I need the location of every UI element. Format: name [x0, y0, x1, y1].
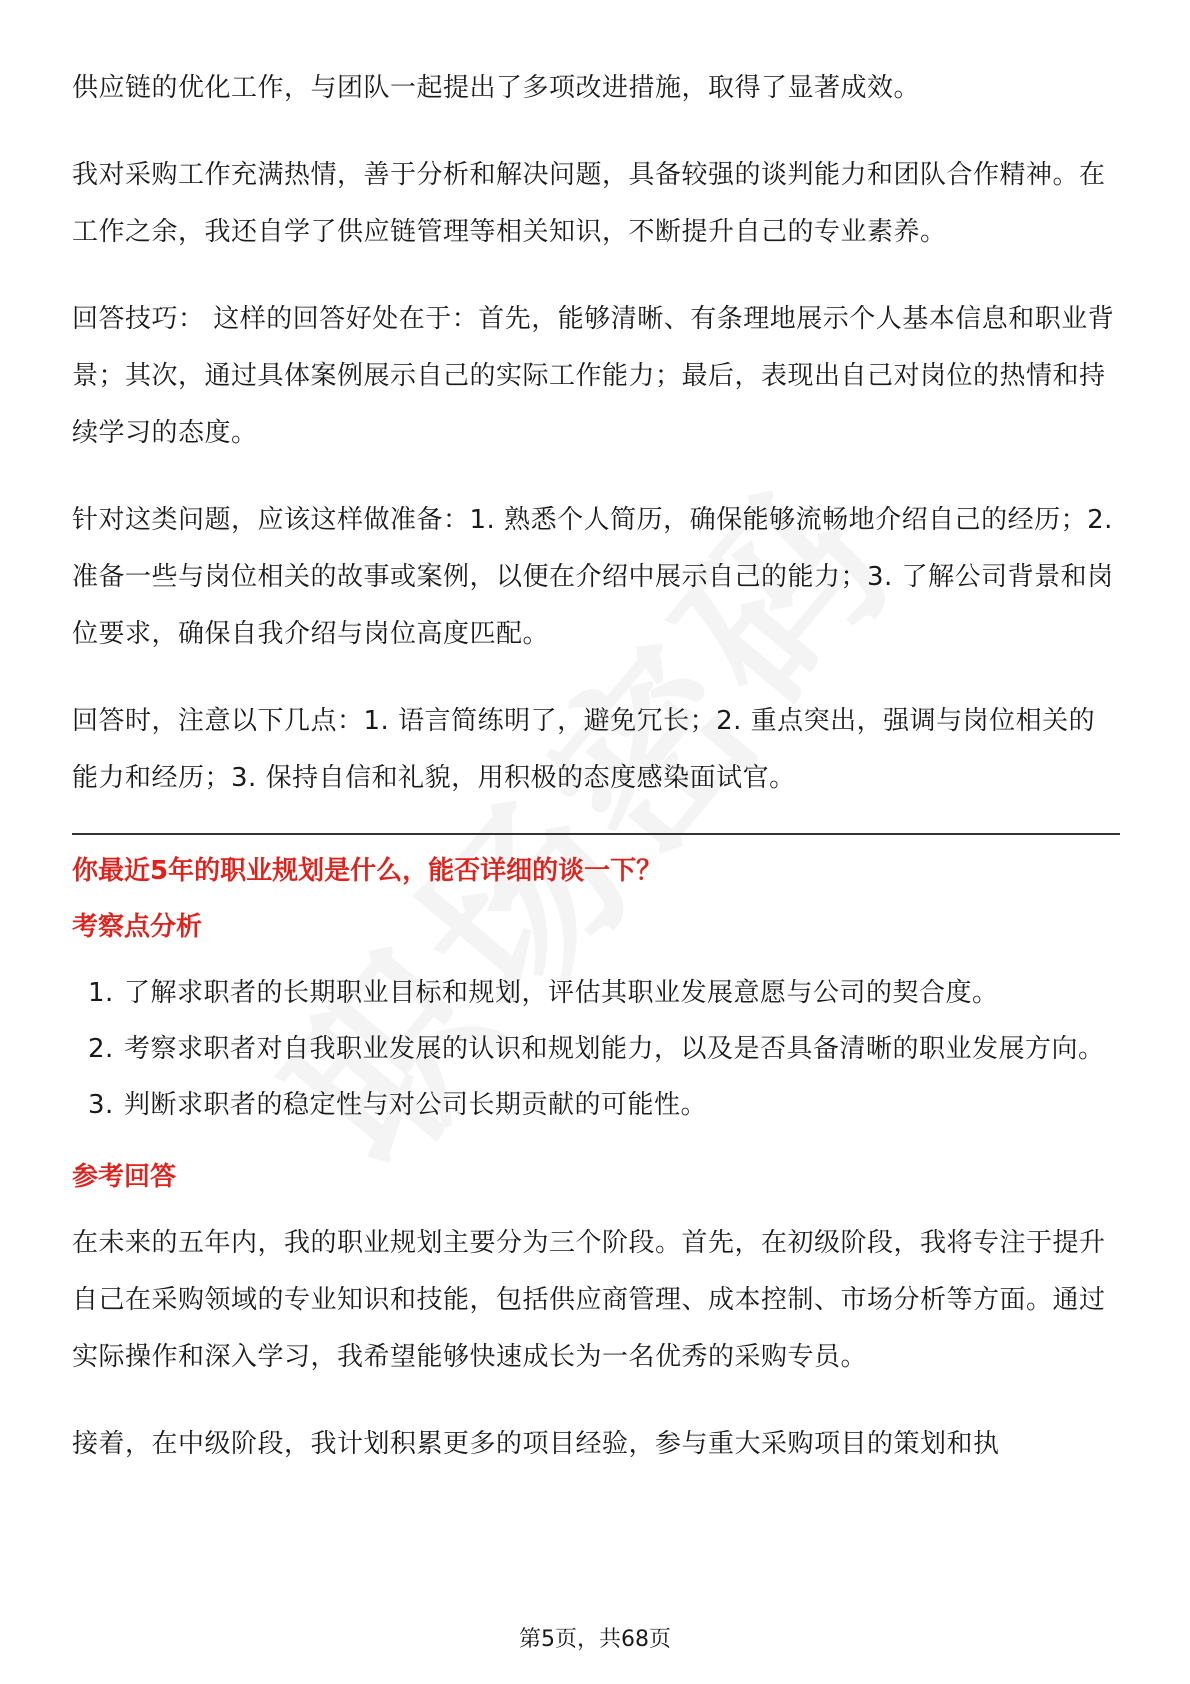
list-item	[72, 1021, 1120, 1077]
answer-paragraph: 接着，在中级阶段，我计划积累更多的项目经验，参与重大采购项目的策划和执	[72, 1429, 1000, 1459]
list-number: 2.	[88, 1034, 114, 1064]
list-item	[72, 1077, 1120, 1133]
section-divider	[72, 833, 1120, 835]
analysis-heading: 考察点分析	[72, 912, 203, 942]
list-number: 3.	[88, 1090, 114, 1120]
analysis-list	[72, 965, 1120, 1133]
answer-heading: 参考回答	[72, 1162, 177, 1192]
list-item-text: 了解求职者的长期职业目标和规划，评估其职业发展意愿与公司的契合度。	[124, 978, 999, 1008]
preparation-paragraph: 针对这类问题，应该这样做准备：1. 熟悉个人简历，确保能够流畅地介绍自己的经历；2. 准备一些与岗位相关的故事或案例，以便在介绍中展示自己的能力；3. 了解公司背景和岗位要求，确保自我介绍与岗位高度匹配。	[72, 505, 1114, 649]
list-number: 1.	[88, 978, 114, 1008]
list-item-text: 考察求职者对自我职业发展的认识和规划能力，以及是否具备清晰的职业发展方向。	[124, 1034, 1105, 1064]
notes-paragraph: 回答时，注意以下几点：1. 语言简练明了，避免冗长；2. 重点突出，强调与岗位相关的能力和经历；3. 保持自信和礼貌，用积极的态度感染面试官。	[72, 706, 1096, 793]
list-item-text: 判断求职者的稳定性与对公司长期贡献的可能性。	[124, 1090, 708, 1120]
paragraph: 供应链的优化工作，与团队一起提出了多项改进措施，取得了显著成效。	[72, 73, 921, 103]
page-content	[72, 60, 1120, 1503]
answer-tips-paragraph: 回答技巧： 这样的回答好处在于：首先，能够清晰、有条理地展示个人基本信息和职业背景；其次，通过具体案例展示自己的实际工作能力；最后，表现出自己对岗位的热情和持续学习的态度。	[72, 304, 1115, 448]
question-heading: 你最近5年的职业规划是什么，能否详细的谈一下？	[72, 856, 663, 886]
answer-paragraph: 在未来的五年内，我的职业规划主要分为三个阶段。首先，在初级阶段，我将专注于提升自己在采购领域的专业知识和技能，包括供应商管理、成本控制、市场分析等方面。通过实际操作和深入学习，我希望能够快速成长为一名优秀的采购专员。	[72, 1228, 1106, 1372]
list-item	[72, 965, 1120, 1021]
paragraph: 我对采购工作充满热情，善于分析和解决问题，具备较强的谈判能力和团队合作精神。在工作之余，我还自学了供应链管理等相关知识，不断提升自己的专业素养。	[72, 160, 1106, 247]
page-number-footer: 第5页，共68页	[519, 1627, 671, 1652]
